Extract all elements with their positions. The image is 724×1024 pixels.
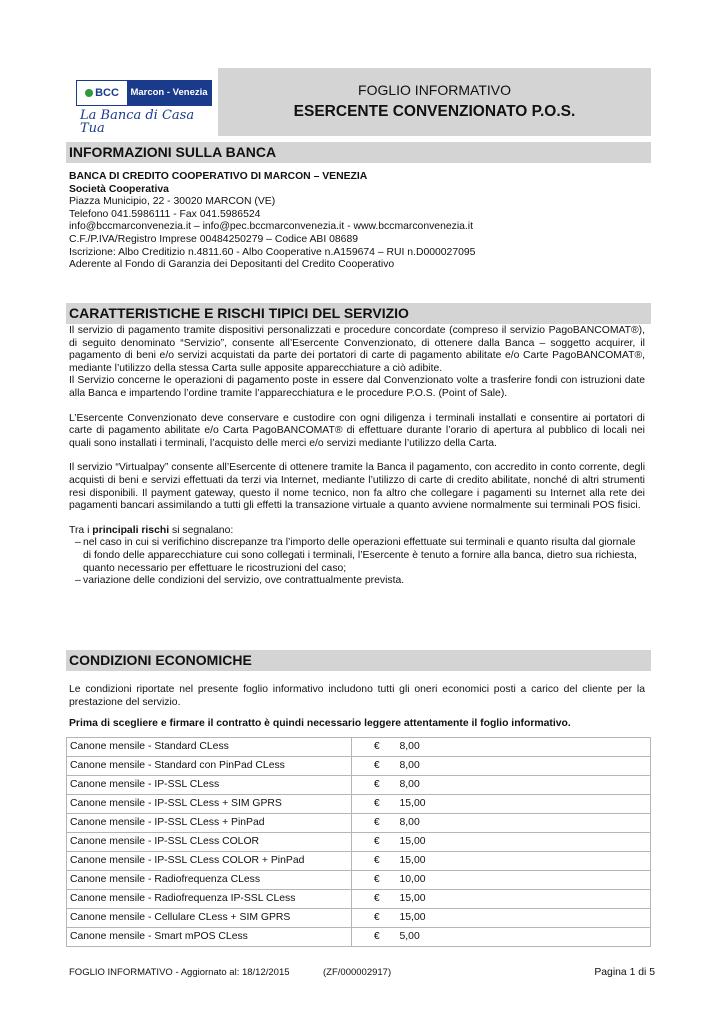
logo-tagline: La Banca di Casa Tua (80, 108, 195, 136)
table-row (67, 890, 651, 909)
service-scope-paragraph: Il Servizio concerne le operazioni di pagamento poste in essere dal Convenzionato volte a trasferire fondi con istruzioni date alla Banca e impartendo l’ordine tramite l’apparecchiatura e le procedure P.O.S. (Point of Sale). (69, 375, 645, 399)
fee-currency: € (352, 852, 397, 871)
fee-currency: € (352, 928, 397, 947)
section-heading-risks: CARATTERISTICHE E RISCHI TIPICI DEL SERVIZIO (66, 303, 651, 324)
risks-intro-bold: principali rischi (92, 524, 170, 536)
risk-list (69, 537, 645, 587)
footer-updated: FOGLIO INFORMATIVO - Aggiornato al: 18/12/2015 (69, 967, 290, 978)
fee-label: Canone mensile - IP-SSL CLess + PinPad (67, 814, 352, 833)
fee-amount: 15,00 (397, 852, 651, 871)
logo-bcc-mark (77, 81, 127, 105)
fee-amount: 5,00 (397, 928, 651, 947)
fee-currency: € (352, 795, 397, 814)
logo-badge (76, 80, 212, 106)
fee-amount: 15,00 (397, 795, 651, 814)
risks-intro (69, 525, 645, 538)
bank-registrations: Iscrizione: Albo Creditizio n.4811.60 - Albo Cooperative n.A159674 – RUI n.D000027095 (69, 246, 476, 258)
logo-bcc-text: BCC (95, 86, 119, 99)
fee-currency: € (352, 909, 397, 928)
service-description-paragraph: Il servizio di pagamento tramite dispositivi personalizzati e procedure concordate (compreso il servizio PagoBANCOMAT®), di seguito denominato “Servizio”, consente all’Esercente Convenzionato, di ottenere dalla Banca – soggetto acquirer, il pagamento di beni e/o servizi acquistati da parte dei portatori di carte di pagamento abilitate e/o Carte PagoBANCOMAT®, mediante l’utilizzo della stessa Carta sulle apposite apparecchiature a ciò adibite. (69, 325, 645, 374)
risks-intro-post: si segnalano: (169, 524, 234, 536)
table-row (67, 795, 651, 814)
table-row (67, 738, 651, 757)
fee-currency: € (352, 776, 397, 795)
fee-currency: € (352, 757, 397, 776)
fee-label: Canone mensile - Cellulare CLess + SIM GPRS (67, 909, 352, 928)
fee-currency: € (352, 738, 397, 757)
logo-dot-icon (85, 89, 93, 97)
bank-info-block (69, 171, 645, 272)
fee-currency: € (352, 814, 397, 833)
fee-currency: € (352, 871, 397, 890)
bank-legal-form: Società Cooperativa (69, 183, 169, 195)
section-heading-bank: INFORMAZIONI SULLA BANCA (66, 142, 651, 163)
conditions-intro-block (69, 684, 645, 731)
risks-intro-pre: Tra i (69, 524, 93, 536)
bank-phone-fax: Telefono 041.5986111 - Fax 041.5986524 (69, 208, 261, 220)
table-row (67, 776, 651, 795)
virtualpay-paragraph: Il servizio “Virtualpay” consente all’Esercente di ottenere tramite la Banca il pagamento, con accredito in conto corrente, degli acquisti di beni e servizi effettuati da terzi via Internet, mediante l’utilizzo di carte di credito abilitate, nonché di altri strumenti resi disponibili. Il payment gateway, questo il nome tecnico, non fa altro che collegare i pagamenti su Internet alla rete dei pagamenti bancari assimilando a tutti gli effetti la transazione virtuale a quanto avviene normalmente sui terminali POS fisici. (69, 462, 645, 512)
table-row (67, 757, 651, 776)
bank-logo (66, 68, 218, 136)
fee-currency: € (352, 890, 397, 909)
list-item: – nel caso in cui si verifichino discrepanze tra l’importo delle operazioni effettuate sui terminali e quanto risulta dal giornale di fondo delle apparecchiature cui sono collegati i terminali, l’Esercente è tenuto a fornire alla banca, dietro sua richiesta, quanto necessario per effettuare le ricostruzioni del caso; (69, 537, 645, 575)
logo-bank-name: Marcon - Venezia (127, 81, 211, 105)
fee-amount: 10,00 (397, 871, 651, 890)
fee-amount: 8,00 (397, 757, 651, 776)
bank-address: Piazza Municipio, 22 - 30020 MARCON (VE) (69, 196, 276, 208)
bank-name: BANCA DI CREDITO COOPERATIVO DI MARCON – VENEZIA (69, 171, 368, 182)
document-type-title: FOGLIO INFORMATIVO (358, 82, 511, 98)
footer-page-number: Pagina 1 di 5 (594, 967, 655, 978)
fee-label: Canone mensile - Radiofrequenza IP-SSL CLess (67, 890, 352, 909)
fee-label: Canone mensile - IP-SSL CLess (67, 776, 352, 795)
footer-code: (ZF/000002917) (323, 967, 392, 978)
fee-label: Canone mensile - Standard con PinPad CLess (67, 757, 352, 776)
section-heading-conditions: CONDIZIONI ECONOMICHE (66, 650, 651, 671)
fee-label: Canone mensile - IP-SSL CLess COLOR + PinPad (67, 852, 352, 871)
fee-label: Canone mensile - IP-SSL CLess + SIM GPRS (67, 795, 352, 814)
conditions-warning: Prima di scegliere e firmare il contratto è quindi necessario leggere attentamente il foglio informativo. (69, 718, 571, 730)
bank-guarantee-fund: Aderente al Fondo di Garanzia dei Depositanti del Credito Cooperativo (69, 259, 395, 271)
fee-amount: 15,00 (397, 890, 651, 909)
fee-amount: 8,00 (397, 776, 651, 795)
fee-label: Canone mensile - Smart mPOS CLess (67, 928, 352, 947)
table-row (67, 833, 651, 852)
merchant-duties-paragraph: L’Esercente Convenzionato deve conservare e custodire con ogni diligenza i terminali installati e consentire ai portatori di carte di pagamento abilitate e/o Carta PagoBANCOMAT® di effettuare durante l’orario di apertura al pubblico di locali nei quali sono installati i terminali, l’acquisto delle merci e/o servizi mediante l’utilizzo della Carta. (69, 412, 645, 449)
table-row (67, 909, 651, 928)
table-row (67, 852, 651, 871)
fee-currency: € (352, 833, 397, 852)
document-main-title: ESERCENTE CONVENZIONATO P.O.S. (293, 103, 576, 120)
table-row (67, 814, 651, 833)
document-header (66, 68, 651, 136)
fee-label: Canone mensile - IP-SSL CLess COLOR (67, 833, 352, 852)
list-item: – variazione delle condizioni del servizio, ove contrattualmente prevista. (69, 575, 645, 588)
fee-amount: 8,00 (397, 738, 651, 757)
fees-table (66, 737, 651, 947)
fee-amount: 8,00 (397, 814, 651, 833)
table-row (67, 928, 651, 947)
fee-label: Canone mensile - Radiofrequenza CLess (67, 871, 352, 890)
title-box (218, 68, 651, 136)
bank-email-web: info@bccmarconvenezia.it – info@pec.bccmarconvenezia.it - www.bccmarconvenezia.it (69, 221, 473, 233)
table-row (67, 871, 651, 890)
fees-table-body (67, 738, 651, 947)
fee-label: Canone mensile - Standard CLess (67, 738, 352, 757)
fee-amount: 15,00 (397, 833, 651, 852)
bank-tax-codes: C.F./P.IVA/Registro Imprese 00484250279 – Codice ABI 08689 (69, 233, 359, 245)
risks-block (69, 325, 645, 588)
fee-amount: 15,00 (397, 909, 651, 928)
conditions-intro: Le condizioni riportate nel presente foglio informativo includono tutti gli oneri economici posti a carico del cliente per la prestazione del servizio. (69, 684, 645, 708)
